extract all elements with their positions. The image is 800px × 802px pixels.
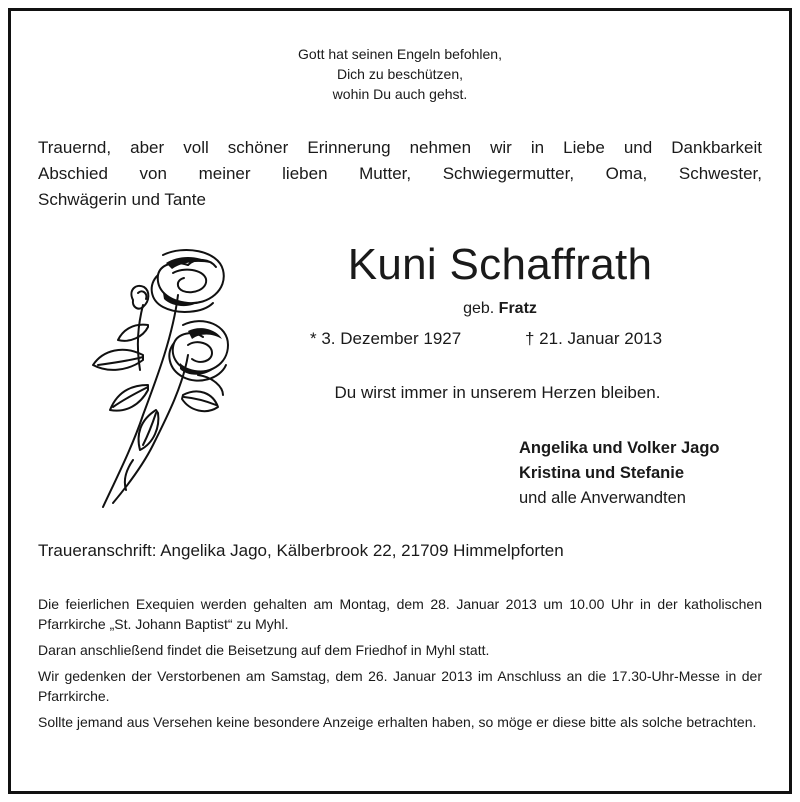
farewell-text: Du wirst immer in unserem Herzen bleiben. bbox=[334, 383, 661, 402]
maiden-name: Fratz bbox=[498, 300, 537, 317]
intro-line: Trauernd, aber voll schöner Erinnerung nehmen wir in Liebe und Dankbarkeit bbox=[38, 138, 762, 157]
mourner-line: Angelika und Volker Jago bbox=[519, 439, 720, 457]
deceased-name: Kuni Schaffrath bbox=[347, 240, 653, 289]
detail-paragraph: Sollte jemand aus Versehen keine besondere Anzeige erhalten haben, so möge er diese bitte als solche betrachten. bbox=[38, 714, 757, 730]
detail-paragraph: Wir gedenken der Verstorbenen am Samstag, dem 26. Januar 2013 im Anschluss an die 17.30-Uhr-Messe in der Pfarrkirche. bbox=[38, 668, 762, 704]
intro-line: Schwägerin und Tante bbox=[38, 190, 206, 209]
maiden-name-line bbox=[300, 298, 700, 320]
mourners bbox=[519, 436, 720, 511]
verse-line: Dich zu beschützen, bbox=[336, 66, 464, 82]
death-date: † 21. Januar 2013 bbox=[525, 329, 663, 348]
detail-paragraph: Daran anschließend findet die Beisetzung auf dem Friedhof in Myhl statt. bbox=[38, 642, 490, 658]
verse-line: wohin Du auch gehst. bbox=[332, 86, 468, 102]
verse-line: Gott hat seinen Engeln befohlen, bbox=[298, 46, 502, 62]
detail-paragraph: Die feierlichen Exequien werden gehalten am Montag, dem 28. Januar 2013 um 10.00 Uhr in der katholischen Pfarrkirche „St. Johann Baptist“ zu Myhl. bbox=[38, 596, 762, 632]
birth-date: * 3. Dezember 1927 bbox=[310, 329, 462, 348]
service-details bbox=[38, 594, 762, 738]
intro-line: Abschied von meiner lieben Mutter, Schwiegermutter, Oma, Schwester, bbox=[38, 164, 762, 183]
rose-icon bbox=[88, 245, 238, 510]
mourner-line: und alle Anverwandten bbox=[519, 489, 686, 507]
intro-text bbox=[38, 135, 762, 213]
verse bbox=[0, 44, 800, 104]
maiden-prefix: geb. bbox=[463, 300, 495, 317]
mourning-address: Traueranschrift: Angelika Jago, Kälberbrook 22, 21709 Himmelpforten bbox=[38, 541, 564, 560]
mourner-line: Kristina und Stefanie bbox=[519, 464, 685, 482]
